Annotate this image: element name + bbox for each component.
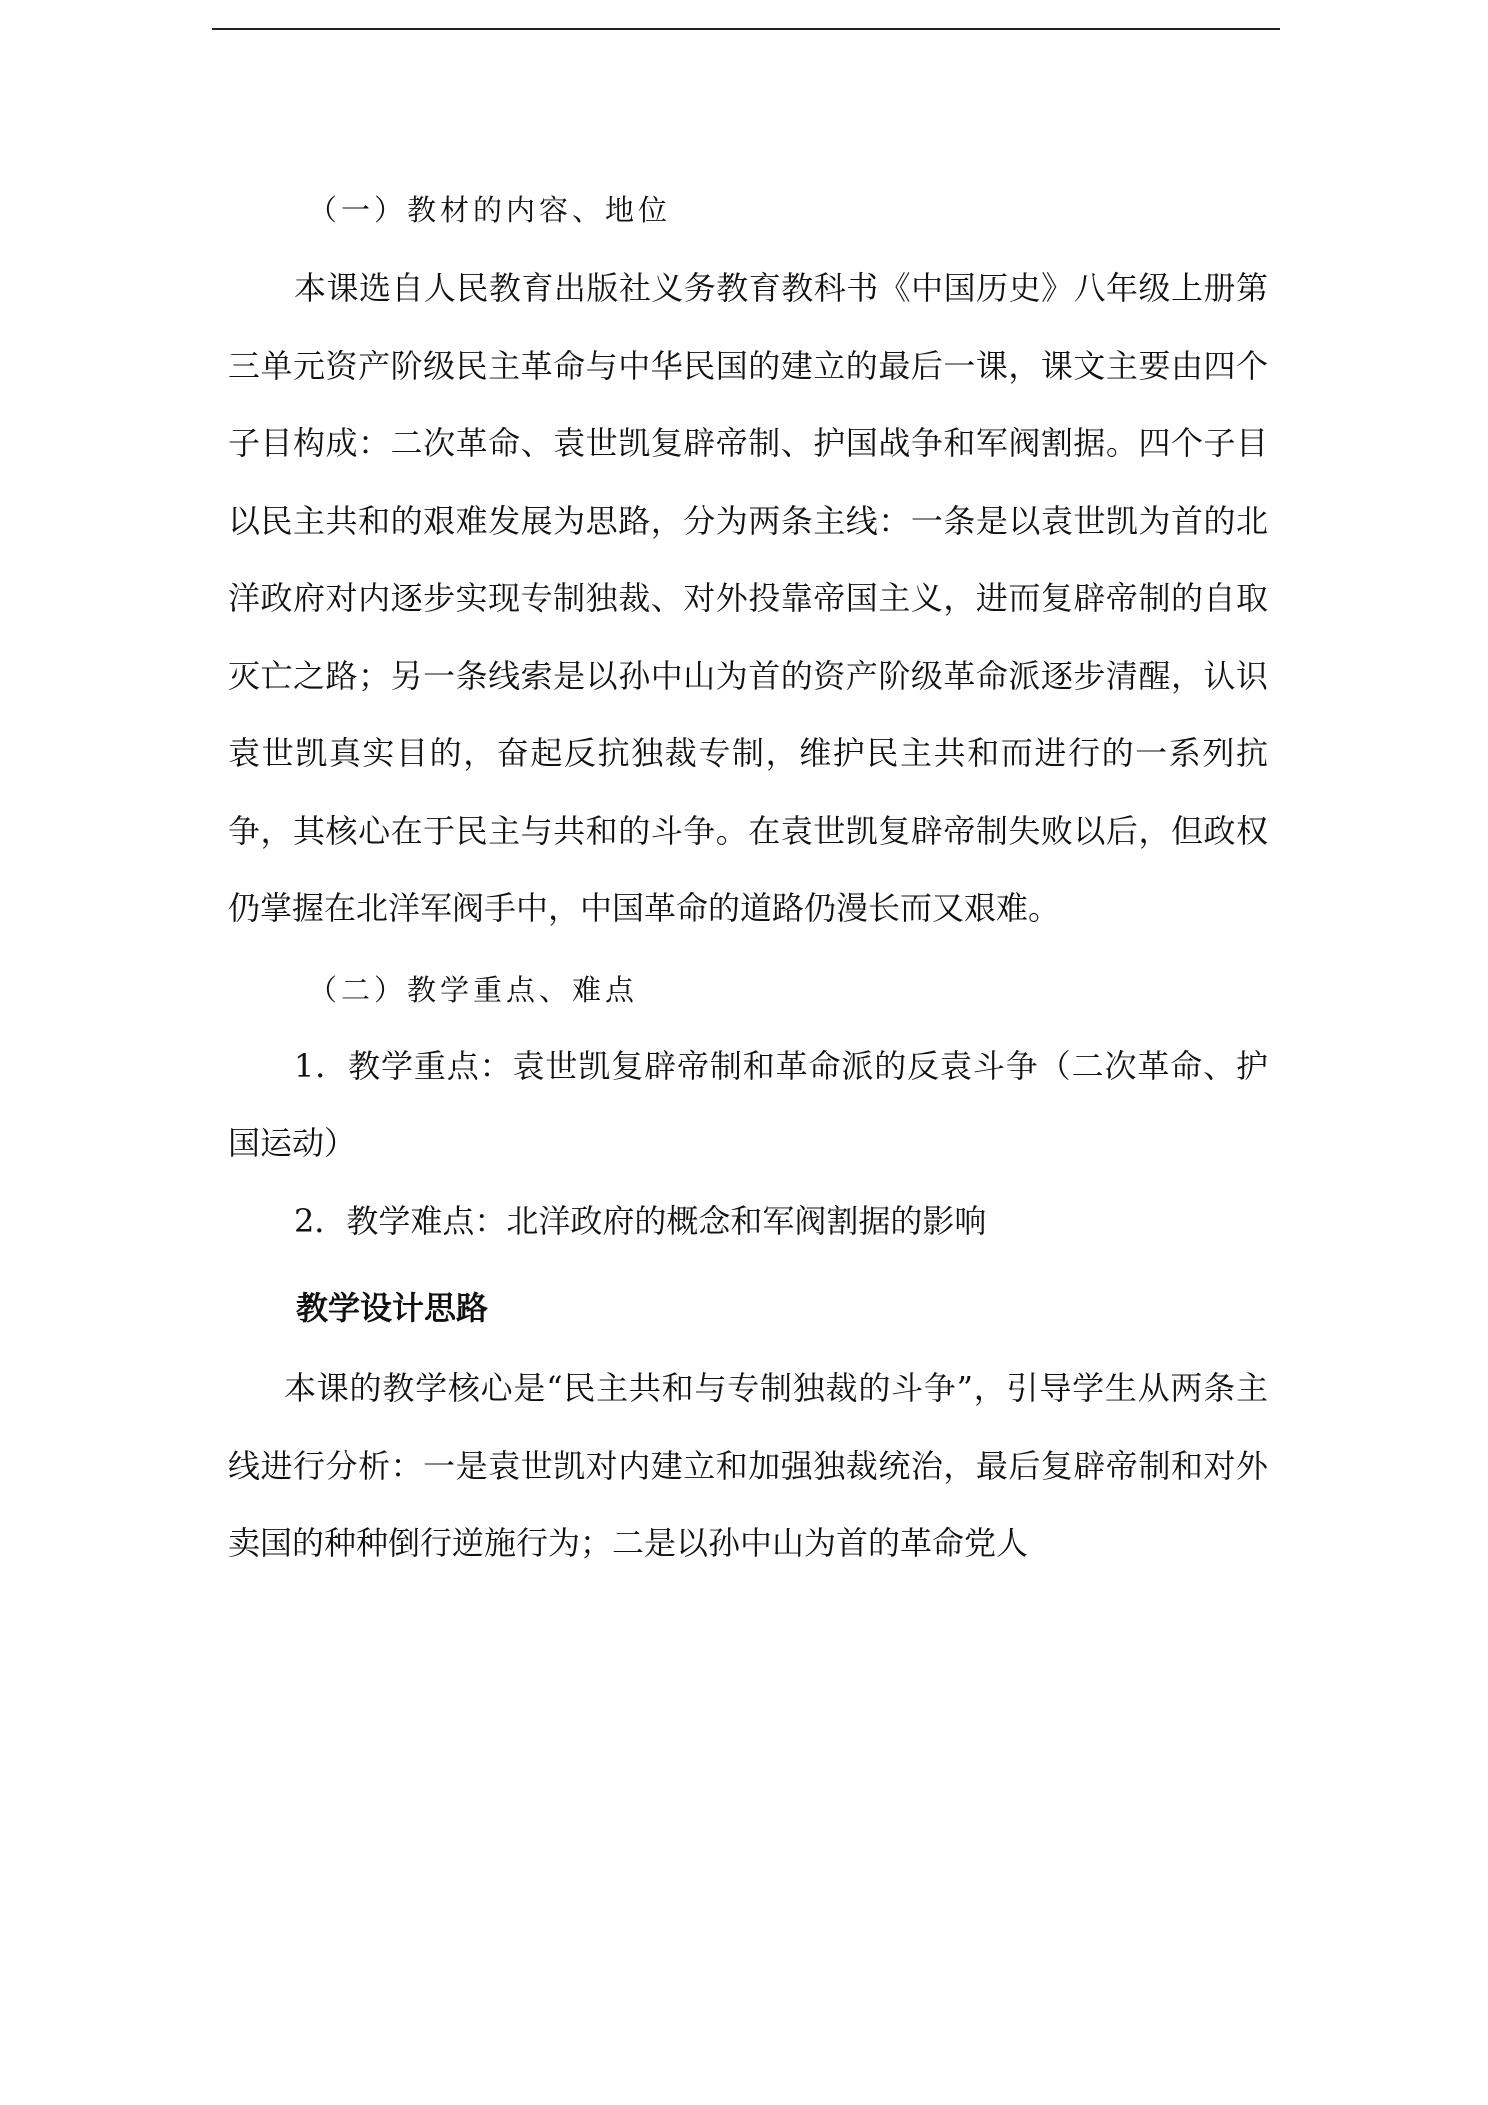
paragraph-content-position: 本课选自人民教育出版社义务教育教科书《中国历史》八年级上册第三单元资产阶级民主革命与中华民国的建立的最后一课，课文主要由四个子目构成：二次革命、袁世凯复辟帝制、护国战争和军阀割据。四个子目以民主共和的艰难发展为思路，分为两条主线：一条是以袁世凯为首的北洋政府对内逐步实现专制独裁、对外投靠帝国主义，进而复辟帝制的自取灭亡之路；另一条线索是以孙中山为首的资产阶级革命派逐步清醒，认识袁世凯真实目的，奋起反抗独裁专制，维护民主共和而进行的一系列抗争，其核心在于民主与共和的斗争。在袁世凯复辟帝制失败以后，但政权仍掌握在北洋军阀手中，中国革命的道路仍漫长而又艰难。: [228, 269, 1268, 927]
difficult-point-item: 2．教学难点：北洋政府的概念和军阀割据的影响: [294, 1201, 987, 1240]
header-rule: [212, 28, 1280, 30]
document-body: [228, 188, 1268, 1583]
design-heading: 教学设计思路: [296, 1289, 489, 1327]
section-heading-key-points: （二）教学重点、难点: [308, 972, 639, 1007]
section-heading-content-position: （一）教材的内容、地位: [308, 193, 672, 227]
paragraph-design-idea: 本课的教学核心是“民主共和与专制独裁的斗争”，引导学生从两条主线进行分析：一是袁世凯对内建立和加强独裁统治，最后复辟帝制和对外卖国的种种倒行逆施行为；二是以孙中山为首的革命党人: [228, 1369, 1268, 1562]
key-point-item: 1．教学重点：袁世凯复辟帝制和革命派的反袁斗争（二次革命、护国运动）: [228, 1046, 1268, 1162]
